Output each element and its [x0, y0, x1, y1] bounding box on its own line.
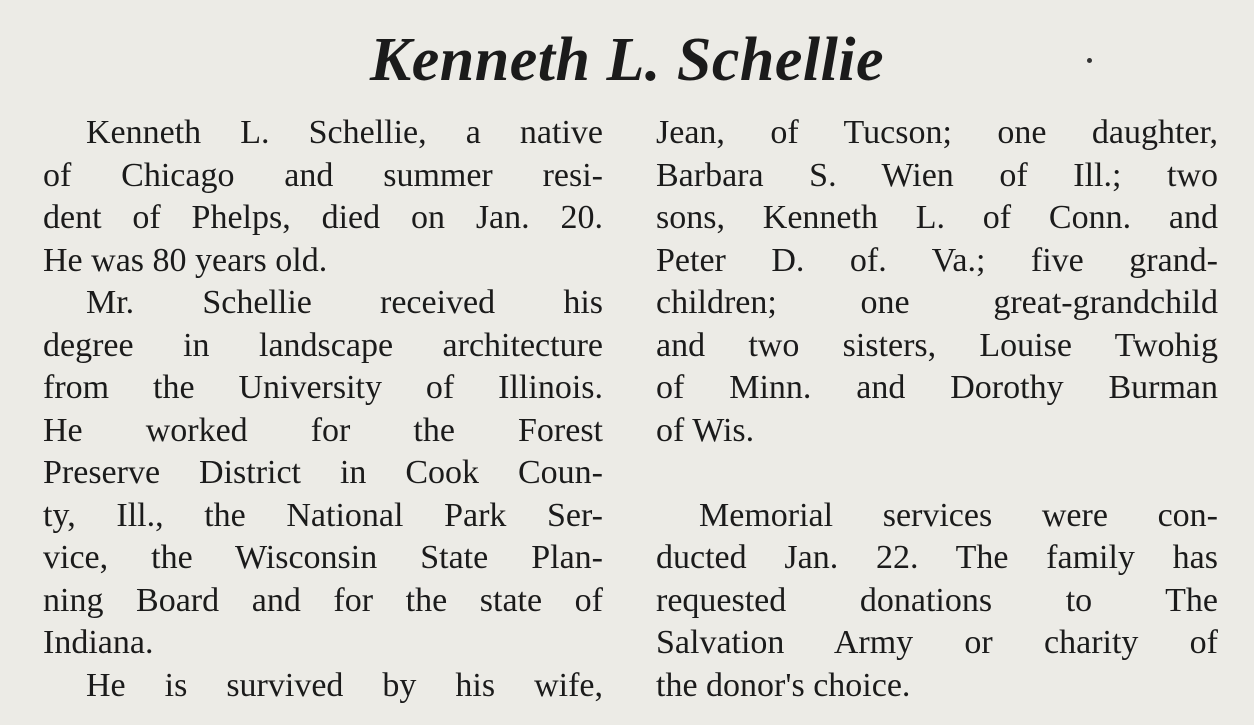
text-line: Indiana.	[43, 624, 154, 661]
text-line: the donor's choice.	[656, 666, 911, 704]
text-line: requested donations to The	[656, 581, 1218, 619]
left-column	[43, 112, 603, 707]
text-line: Memorial services were con-	[699, 496, 1218, 534]
text-line: vice, the Wisconsin State Plan-	[43, 539, 603, 576]
text-line: children; one great-grandchild	[656, 284, 1218, 321]
text-line: and two sisters, Louise Twohig	[656, 326, 1218, 364]
text-line: ning Board and for the state of	[43, 581, 603, 619]
text-line: Jean, of Tucson; one daughter,	[656, 114, 1218, 151]
text-line: of Chicago and summer resi-	[43, 156, 603, 194]
text-line: sons, Kenneth L. of Conn. and	[656, 199, 1218, 236]
text-line: from the University of Illinois.	[43, 369, 603, 406]
text-line: Salvation Army or charity of	[656, 624, 1218, 661]
obituary-title: Kenneth L. Schellie	[369, 26, 885, 94]
text-line: Preserve District in Cook Coun-	[43, 454, 603, 491]
paragraph-gap	[656, 452, 1218, 495]
print-speck	[1087, 58, 1092, 63]
text-line: He was 80 years old.	[43, 241, 328, 279]
text-line: Kenneth L. Schellie, a native	[86, 114, 603, 151]
text-line: degree in landscape architecture	[43, 326, 603, 364]
text-line: of Wis.	[656, 411, 755, 449]
text-line: He worked for the Forest	[43, 411, 603, 449]
text-line: ty, Ill., the National Park Ser-	[43, 496, 603, 534]
right-column	[656, 112, 1218, 707]
text-line: ducted Jan. 22. The family has	[656, 539, 1218, 576]
text-line: dent of Phelps, died on Jan. 20.	[43, 199, 603, 236]
text-line: of Minn. and Dorothy Burman	[656, 369, 1218, 406]
text-line: Barbara S. Wien of Ill.; two	[656, 156, 1218, 194]
text-line: He is survived by his wife,	[86, 666, 603, 704]
text-line: Mr. Schellie received his	[86, 284, 603, 321]
text-line: Peter D. of. Va.; five grand-	[656, 241, 1218, 279]
